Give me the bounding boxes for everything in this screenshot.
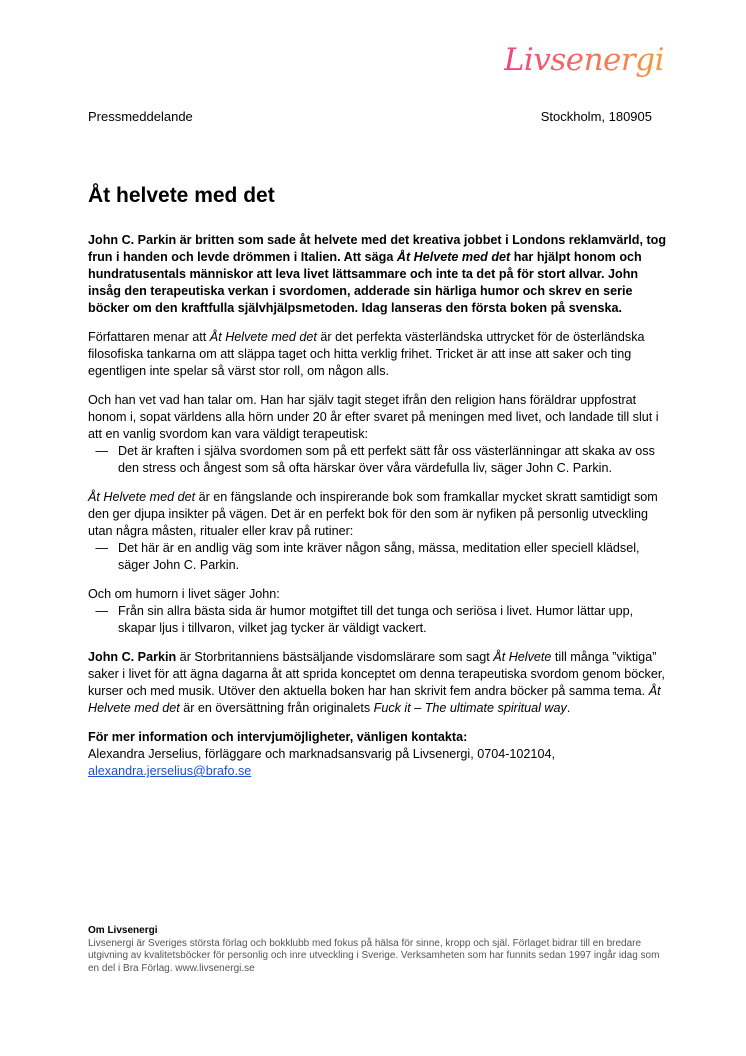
contact-line: Alexandra Jerselius, förläggare och marknadsansvarig på Livsenergi, 0704-102104, <box>88 747 555 761</box>
page-title: Åt helvete med det <box>88 184 275 207</box>
quote <box>88 443 668 477</box>
quote <box>88 540 668 574</box>
paragraph-1: Författaren menar att Åt Helvete med det är det perfekta västerländska uttrycket för de österländska filosofiska tankarna om att släppa taget och hitta verklig frihet. Tricket är att inse att saker och ting egentligen inte spelar så värst stor roll, om någon alls. <box>88 330 645 378</box>
quote <box>88 603 668 637</box>
quote-dash: — <box>95 541 108 555</box>
quote-dash: — <box>95 444 108 458</box>
livsenergi-logo <box>504 42 664 78</box>
paragraph-3: Åt Helvete med det är en fängslande och inspirerande bok som framkallar mycket skratt samtidigt som den ger djupa insikter på vägen. Det är en perfekt bok för den som är nyfiken på personlig utveckling utan några måsten, ritualer eller krav på rutiner: — Det här är en andlig väg som inte kräver någon sång, mässa, meditation eller speciell klädsel, säger John C. Parkin. <box>88 489 668 574</box>
lead-paragraph: John C. Parkin är britten som sade åt helvete med det kreativa jobbet i Londons reklamvärld, tog frun i handen och levde drömmen i Italien. Att säga Åt Helvete med det har hjälpt honom och hundratusentals människor att leva livet lättsammare och inte ta det på för stort allvar. John insåg den terapeutiska verkan i svordomen, adderade sin härliga humor och skrev en serie böcker om den kraftfulla självhjälpsmetoden. Idag lanseras den första boken på svenska. <box>88 233 667 315</box>
contact-email-link[interactable]: alexandra.jerselius@brafo.se <box>88 764 252 778</box>
contact-block <box>88 729 668 780</box>
author-bio: John C. Parkin är Storbritanniens bästsäljande visdomslärare som sagt Åt Helvete till många ”viktiga” saker i livet för att ägna dagarna åt att sprida konceptet om denna terapeutiska svordom genom böcker, kurser och med musik. Utöver den aktuella boken har han skrivit fem andra böcker på samma tema. Åt Helvete med det är en översättning från originalets Fuck it – The ultimate spiritual way. <box>88 650 665 715</box>
quote-dash: — <box>95 604 108 618</box>
book-title: Åt Helvete med det <box>209 330 317 344</box>
quote-text: Det här är en andlig väg som inte kräver någon sång, mässa, meditation eller speciell klädsel, säger John C. Parkin. <box>118 541 640 572</box>
author-name: John C. Parkin <box>88 650 177 664</box>
paragraph-4: Och om humorn i livet säger John: — Från sin allra bästa sida är humor motgiftet till det tunga och seriösa i livet. Humor lättar upp, skapar ljus i tillvaron, vilket jag tycker är väldigt vackert. <box>88 586 668 637</box>
book-title: Åt Helvete med det <box>396 250 511 264</box>
place-date: Stockholm, 180905 <box>540 109 652 124</box>
contact-heading: För mer information och intervjumöjligheter, vänligen kontakta: <box>88 730 468 744</box>
paragraph-2: Och han vet vad han talar om. Han har själv tagit steget ifrån den religion hans föräldrar uppfostrat honom i, sopat världens alla hörn under 20 år efter svaret på meningen med livet, och landade till slut i att en vanlig svordom kan vara väldigt terapeutisk: — Det är kraften i själva svordomen som på ett perfekt sätt får oss västerlänningar att skaka av oss den stress och ångest som så ofta härskar över våra värdefulla liv, säger John C. Parkin. <box>88 392 668 477</box>
about-text: Livsenergi är Sveriges största förlag och bokklubb med fokus på hälsa för sinne, kropp och själ. Förlaget bidrar till en bredare utgivning av kvalitetsböcker för personlig och inre utveckling i Sverige. Verksamheten som har funnits sedan 1997 ingår idag som en del i Bra Förlag. www.livsenergi.se <box>88 937 660 974</box>
document-type: Pressmeddelande <box>88 109 193 124</box>
about-heading: Om Livsenergi <box>88 925 158 936</box>
logo-text: Livsenergi <box>503 42 664 78</box>
quote-text: Det är kraften i själva svordomen som på ett perfekt sätt får oss västerlänningar att skaka av oss den stress och ångest som så ofta härskar över våra värdefulla liv, säger John C. Parkin. <box>118 444 655 475</box>
press-release-body <box>88 232 668 780</box>
book-title: Åt Helvete med det <box>88 490 196 504</box>
about-publisher <box>88 925 668 975</box>
quote-text: Från sin allra bästa sida är humor motgiftet till det tunga och seriösa i livet. Humor lättar upp, skapar ljus i tillvaron, vilket jag tycker är väldigt vackert. <box>118 604 634 635</box>
